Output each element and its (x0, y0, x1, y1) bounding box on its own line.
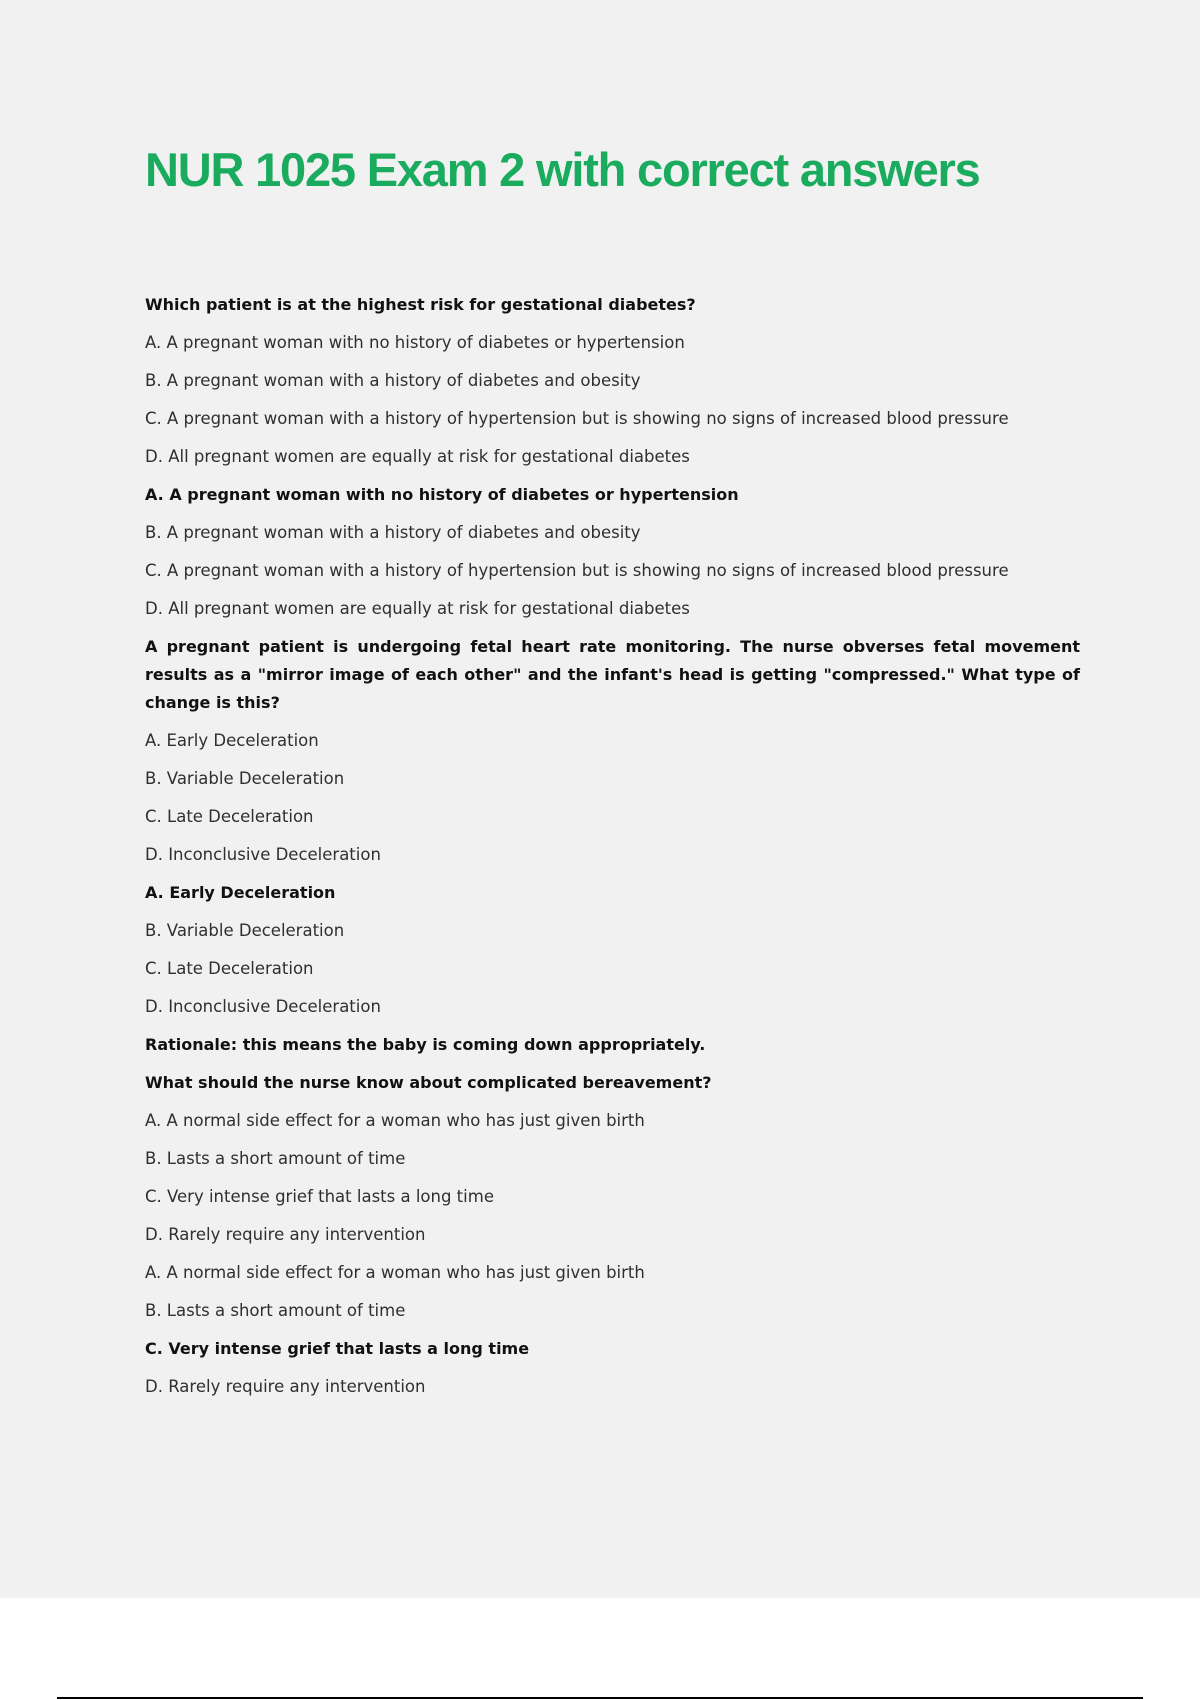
answer-option: D. Inconclusive Deceleration (145, 845, 381, 864)
answer-option: C. Late Deceleration (145, 959, 314, 978)
answer-option: D. Rarely require any intervention (145, 1225, 426, 1244)
answer-option: A. A normal side effect for a woman who has just given birth (145, 1263, 645, 1282)
question-text: What should the nurse know about complicated bereavement? (145, 1073, 712, 1092)
answer-option: B. A pregnant woman with a history of diabetes and obesity (145, 371, 641, 390)
answer-option: B. Lasts a short amount of time (145, 1301, 406, 1320)
correct-answer: C. Very intense grief that lasts a long time (145, 1339, 530, 1358)
answer-option: C. A pregnant woman with a history of hypertension but is showing no signs of increased blood pressure (145, 409, 1009, 428)
answer-option: D. All pregnant women are equally at risk for gestational diabetes (145, 599, 690, 618)
question-text: Which patient is at the highest risk for gestational diabetes? (145, 295, 696, 314)
question-list (145, 291, 1080, 1411)
answer-option: B. A pregnant woman with a history of diabetes and obesity (145, 523, 641, 542)
document-title: NUR 1025 Exam 2 with correct answers (145, 143, 980, 196)
answer-option: D. All pregnant women are equally at risk for gestational diabetes (145, 447, 690, 466)
footer-divider (57, 1697, 1143, 1699)
answer-option: A. Early Deceleration (145, 731, 319, 750)
answer-option: A. A normal side effect for a woman who has just given birth (145, 1111, 645, 1130)
answer-option: B. Lasts a short amount of time (145, 1149, 406, 1168)
answer-option: B. Variable Deceleration (145, 921, 345, 940)
answer-option: C. Very intense grief that lasts a long time (145, 1187, 494, 1206)
question-text: A pregnant patient is undergoing fetal heart rate monitoring. The nurse obverses fetal movement results as a "mirror image of each other" and the infant's head is getting "compressed." What type of change is this? (145, 637, 1080, 712)
answer-option: D. Inconclusive Deceleration (145, 997, 381, 1016)
answer-option: C. Late Deceleration (145, 807, 314, 826)
correct-answer: A. Early Deceleration (145, 883, 336, 902)
rationale-text: Rationale: this means the baby is coming down appropriately. (145, 1035, 706, 1054)
correct-answer: A. A pregnant woman with no history of diabetes or hypertension (145, 485, 739, 504)
answer-option: A. A pregnant woman with no history of diabetes or hypertension (145, 333, 685, 352)
answer-option: B. Variable Deceleration (145, 769, 345, 788)
answer-option: D. Rarely require any intervention (145, 1377, 426, 1396)
answer-option: C. A pregnant woman with a history of hypertension but is showing no signs of increased blood pressure (145, 561, 1009, 580)
